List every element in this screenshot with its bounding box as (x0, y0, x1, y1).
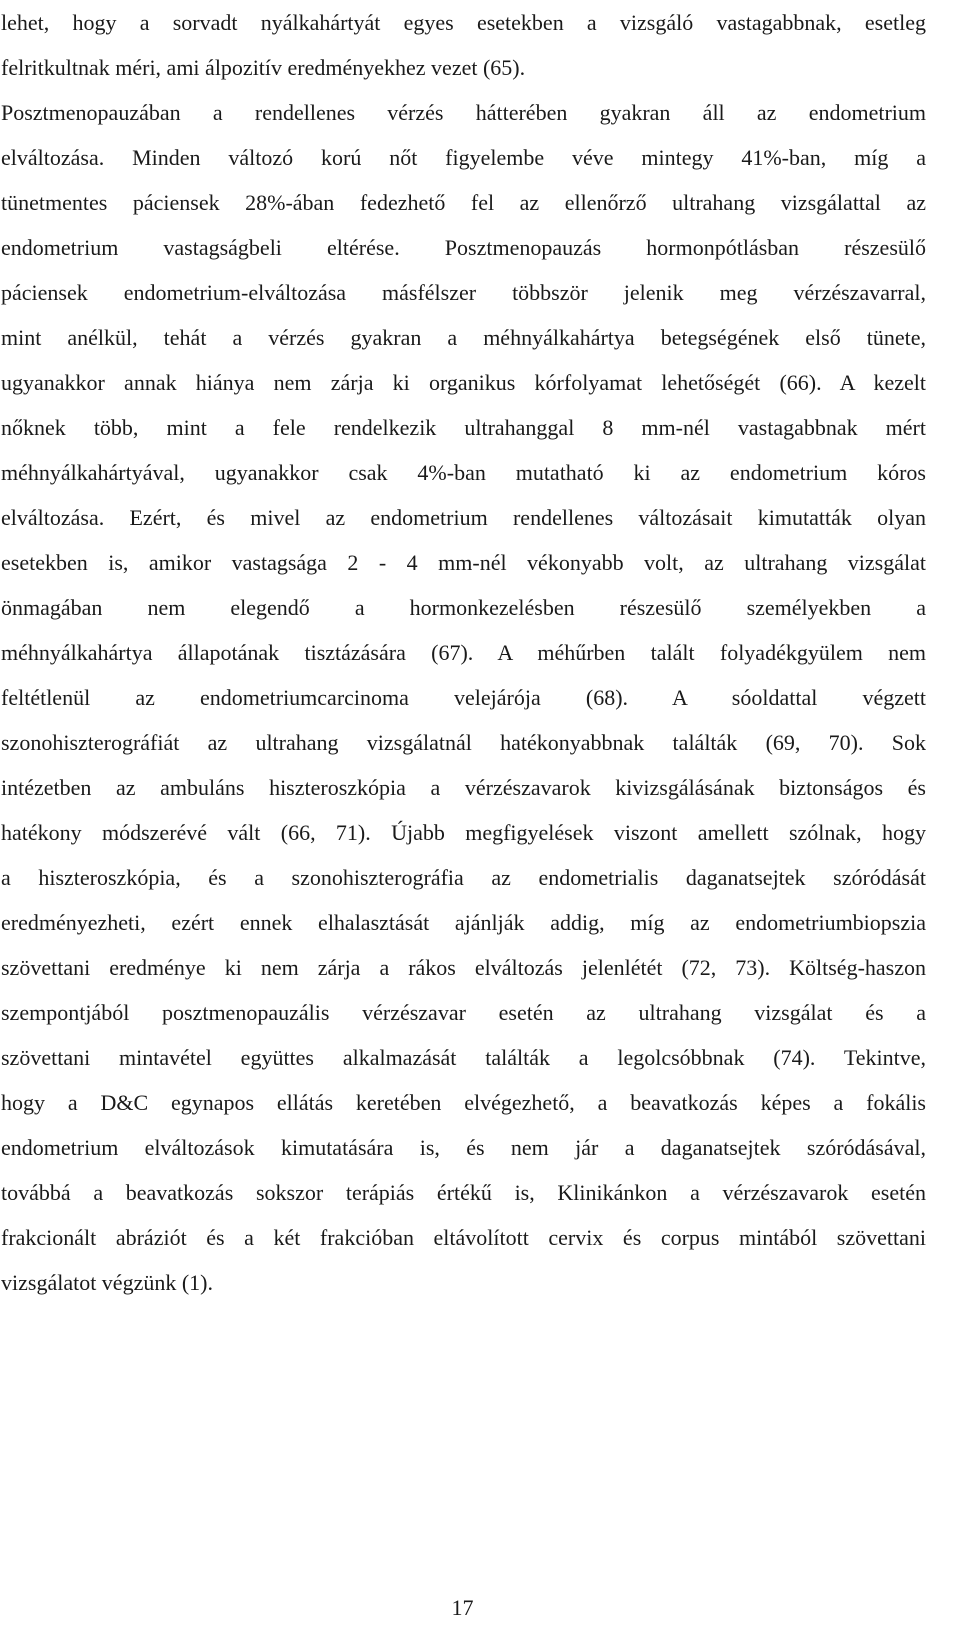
text-line: méhnyálkahártya állapotának tisztázására (67). A méhűrben talált folyadékgyülem nem (1, 640, 926, 665)
text-line: feltétlenül az endometriumcarcinoma velejárója (68). A sóoldattal végzett (1, 685, 926, 710)
text-line: mint anélkül, tehát a vérzés gyakran a méhnyálkahártya betegségének első tünete, (1, 325, 926, 350)
text-line: felritkultnak méri, ami álpozitív eredményekhez vezet (65). (1, 55, 526, 80)
text-line: nőknek több, mint a fele rendelkezik ultrahanggal 8 mm-nél vastagabbnak mért (1, 415, 926, 440)
text-line: továbbá a beavatkozás sokszor terápiás értékű is, Klinikánkon a vérzészavarok esetén (1, 1180, 926, 1205)
text-line: hogy a D&C egynapos ellátás keretében elvégezhető, a beavatkozás képes a fokális (1, 1090, 926, 1115)
text-line: vizsgálatot végzünk (1). (1, 1270, 213, 1295)
text-line: ugyanakkor annak hiánya nem zárja ki organikus kórfolyamat lehetőségét (66). A kezelt (1, 370, 926, 395)
text-line: esetekben is, amikor vastagsága 2 - 4 mm-nél vékonyabb volt, az ultrahang vizsgálat (1, 550, 926, 575)
text-line: hatékony módszerévé vált (66, 71). Újabb megfigyelések viszont amellett szólnak, hogy (1, 820, 926, 845)
text-line: szövettani mintavétel együttes alkalmazását találták a legolcsóbbnak (74). Tekintve, (1, 1045, 926, 1070)
text-line: méhnyálkahártyával, ugyanakkor csak 4%-ban mutatható ki az endometrium kóros (1, 460, 926, 485)
text-line: szempontjából posztmenopauzális vérzészavar esetén az ultrahang vizsgálat és a (1, 1000, 926, 1025)
text-line: szonohiszterográfiát az ultrahang vizsgálatnál hatékonyabbnak találták (69, 70). Sok (1, 730, 926, 755)
text-line: lehet, hogy a sorvadt nyálkahártyát egyes esetekben a vizsgáló vastagabbnak, esetleg (1, 10, 926, 35)
page-number: 17 (451, 1595, 474, 1620)
text-line: elváltozása. Minden változó korú nőt figyelembe véve mintegy 41%-ban, míg a (1, 145, 926, 170)
text-line: Posztmenopauzában a rendellenes vérzés hátterében gyakran áll az endometrium (1, 100, 926, 125)
text-line: tünetmentes páciensek 28%-ában fedezhető fel az ellenőrző ultrahang vizsgálattal az (1, 190, 926, 215)
text-line: páciensek endometrium-elváltozása másfélszer többször jelenik meg vérzészavarral, (1, 280, 926, 305)
text-line: endometrium elváltozások kimutatására is, és nem jár a daganatsejtek szóródásával, (1, 1135, 926, 1160)
text-line: önmagában nem elegendő a hormonkezelésben részesülő személyekben a (1, 595, 926, 620)
text-line: endometrium vastagságbeli eltérése. Posztmenopauzás hormonpótlásban részesülő (1, 235, 926, 260)
body-paragraph (1, 0, 926, 1305)
text-line: intézetben az ambuláns hiszteroszkópia a vérzészavarok kivizsgálásának biztonságos és (1, 775, 926, 800)
text-line: elváltozása. Ezért, és mivel az endometrium rendellenes változásait kimutatták olyan (1, 505, 926, 530)
text-line: eredményezheti, ezért ennek elhalasztását ajánlják addig, míg az endometriumbiopszia (1, 910, 926, 935)
text-line: szövettani eredménye ki nem zárja a rákos elváltozás jelenlétét (72, 73). Költség-haszon (1, 955, 926, 980)
text-line: frakcionált abráziót és a két frakcióban eltávolított cervix és corpus mintából szövettani (1, 1225, 926, 1250)
text-line: a hiszteroszkópia, és a szonohiszterográfia az endometrialis daganatsejtek szóródását (1, 865, 926, 890)
